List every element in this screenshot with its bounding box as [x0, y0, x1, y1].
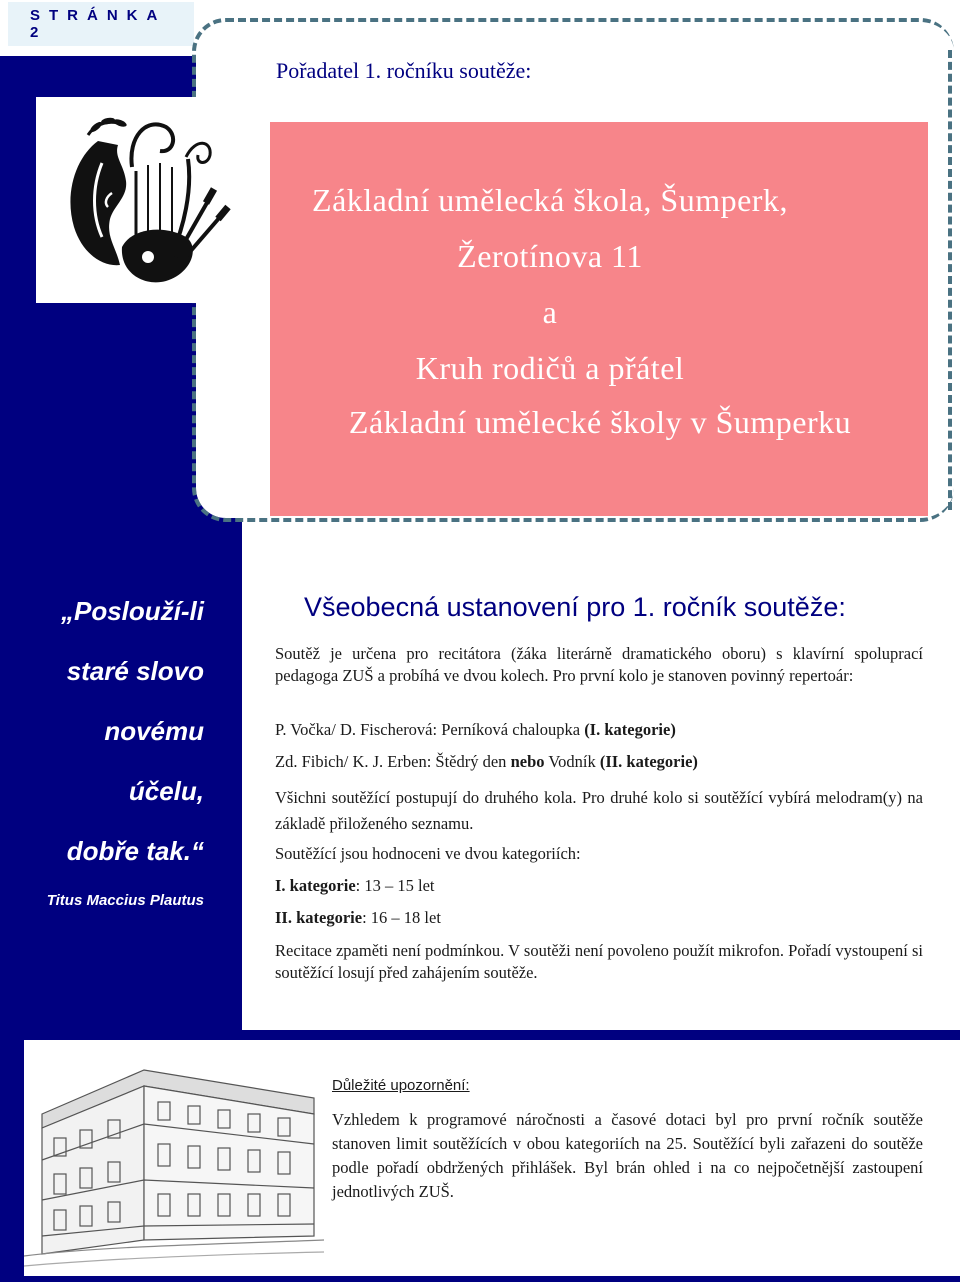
category-1-range: : 13 – 15 let — [355, 876, 435, 895]
intro-paragraph: Soutěž je určena pro recitátora (žáka literárně dramatického oboru) s klavírní spoluprací pedagoga ZUŠ a probíhá ve dvou kolech. Pro první kolo je stanoven povinný repertoár: — [275, 644, 923, 685]
building-icon — [24, 1040, 324, 1276]
category-2-range: : 16 – 18 let — [362, 908, 441, 927]
organizer-line-2: Žerotínova 11 — [457, 238, 643, 274]
notice-title: Důležité upozornění: — [332, 1077, 470, 1094]
page-label-text: STRÁNKA 2 — [30, 7, 166, 41]
category-1-label: I. kategorie — [275, 876, 356, 895]
dashed-frame-right-edge — [948, 50, 952, 510]
school-logo — [36, 97, 234, 303]
category-2-label: II. kategorie — [275, 908, 363, 927]
organizer-label: Pořadatel 1. ročníku soutěže: — [276, 58, 532, 83]
organizer-line-4: Kruh rodičů a přátel — [415, 350, 685, 386]
category-1-line — [275, 875, 923, 897]
categories-intro: Soutěžící jsou hodnoceni ve dvou kategoriích: — [275, 844, 581, 863]
category-2-line — [275, 907, 923, 929]
notice-text: Vzhledem k programové náročnosti a časové dotaci byl pro první ročník soutěže stanoven limit soutěžících v obou kategoriích na 25. Soutěžící byli zařazeni do soutěže podle pořadí obdržených přihlášek. Byl brán ohled i na co nejpočetnější zastoupení jednotlivých ZUŠ. — [332, 1110, 923, 1201]
repertoire-2-text-a: Zd. Fibich/ K. J. Erben: Štědrý den — [275, 752, 511, 771]
repertoire-line-1 — [275, 719, 923, 741]
repertoire-1-text: P. Vočka/ D. Fischerová: Perníková chaloupka — [275, 720, 585, 739]
building-sketch — [24, 1040, 324, 1276]
quote-line-2: staré slovo — [66, 656, 204, 686]
organizer-line-1: Základní umělecká škola, Šumperk, — [312, 182, 788, 218]
organizer-line-3: a — [542, 294, 558, 330]
organizer-line-5: Základní umělecké školy v Šumperku — [348, 404, 852, 440]
closing-paragraph: Recitace zpaměti není podmínkou. V soutěži není povoleno použít mikrofon. Pořadí vystoupení si soutěžící losují před zahájením soutěže. — [275, 941, 923, 982]
quote-line-3: novému — [104, 716, 204, 746]
repertoire-1-category: (I. kategorie) — [584, 720, 676, 739]
section-heading: Všeobecná ustanovení pro 1. ročník soutěže: — [304, 592, 846, 622]
mask-lyre-logo-icon — [36, 97, 234, 303]
page-label — [8, 2, 194, 46]
quote-line-5: dobře tak.“ — [66, 836, 204, 866]
quote-line-1: „Poslouží-li — [61, 596, 204, 626]
repertoire-2-text-b: Vodník — [544, 752, 600, 771]
repertoire-line-2 — [275, 751, 923, 773]
repertoire-2-connector: nebo — [510, 752, 545, 771]
quote-line-4: účelu, — [128, 776, 204, 806]
quote-author: Titus Maccius Plautus — [46, 892, 204, 909]
repertoire-2-category: (II. kategorie) — [599, 752, 698, 771]
second-round-paragraph: Všichni soutěžící postupují do druhého kola. Pro druhé kolo si soutěžící vybírá melodram(y) na základě přiloženého seznamu. — [275, 788, 923, 833]
